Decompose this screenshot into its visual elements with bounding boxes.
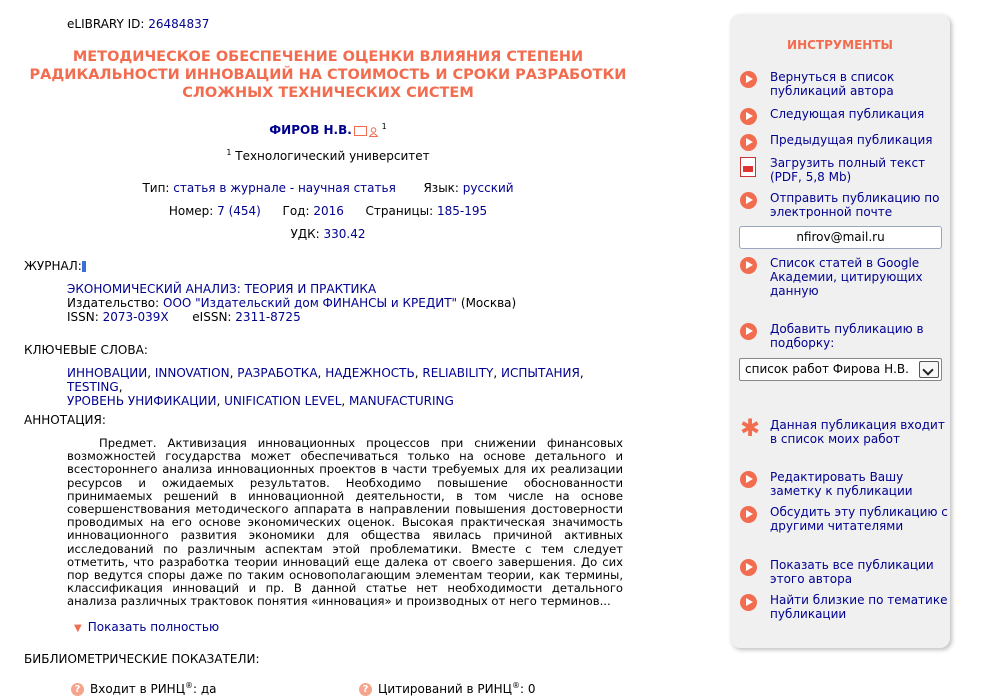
journal-info bbox=[67, 282, 627, 324]
help-icon[interactable]: ? bbox=[359, 683, 372, 696]
number-value[interactable]: 7 (454) bbox=[217, 204, 261, 218]
page-title: МЕТОДИЧЕСКОЕ ОБЕСПЕЧЕНИЕ ОЦЕНКИ ВЛИЯНИЯ СТЕПЕНИ РАДИКАЛЬНОСТИ ИННОВАЦИЙ НА СТОИМОСТЬ И СРОКИ РАЗРАБОТКИ СЛОЖНЫХ ТЕХНИЧЕСКИХ СИСТЕМ bbox=[29, 49, 627, 101]
keyword-link[interactable]: ИСПЫТАНИЯ bbox=[501, 366, 580, 380]
pages-value[interactable]: 185-195 bbox=[437, 204, 488, 218]
collection-select[interactable] bbox=[739, 358, 942, 381]
author-line bbox=[24, 122, 632, 137]
publisher-city: (Москва) bbox=[460, 296, 517, 310]
journal-name-link[interactable]: ЭКОНОМИЧЕСКИЙ АНАЛИЗ: ТЕОРИЯ И ПРАКТИКА bbox=[67, 282, 377, 296]
eissn-label: eISSN: bbox=[192, 310, 232, 324]
citations-value: : 0 bbox=[520, 682, 536, 696]
play-icon bbox=[740, 323, 757, 340]
year-value[interactable]: 2016 bbox=[313, 204, 344, 218]
affiliation-sup: 1 bbox=[226, 148, 232, 157]
discuss-publication-label[interactable]: Обсудить эту публикацию с другими читателями bbox=[770, 505, 948, 533]
chevron-down-icon[interactable] bbox=[919, 361, 939, 378]
play-icon bbox=[740, 134, 757, 151]
biblio-heading: БИБЛИОМЕТРИЧЕСКИЕ ПОКАЗАТЕЛИ: bbox=[24, 652, 260, 666]
elibrary-id-value[interactable]: 26484837 bbox=[148, 17, 210, 31]
keyword-link[interactable]: RELIABILITY bbox=[422, 366, 494, 380]
annotation-text: Предмет. Активизация инновационных процессов при снижении финансовых возможностей государства может обеспечиваться только на основе детального и всестороннего анализа инновационных проектов в части требуемых для их реализации ресурсов и ожидаемых результатов. Необходимо повышение обоснованности принимаемых решений в инновационной деятельности, в том числе на основе совершенствования методического аппарата в направлении повышения достоверности проводимых на его основе экономических оценок. Высокая практическая значимость инновационного развития экономики для общества явилась причиной активных исследований по различным аспектам этой проблематики. Вместе с тем следует отметить, что разработка теории инноваций еще далека от своего завершения. До сих пор ведутся споры даже по таким основополагающим элементам теории, как термины, классификация инноваций и пр. В данной статье нет необходимости детального анализа различных трактовок понятия «инновация» и производных от него терминов... bbox=[67, 436, 623, 609]
keyword-link[interactable]: ИННОВАЦИИ bbox=[67, 366, 148, 380]
type-label: Тип: bbox=[142, 181, 170, 195]
publisher-label: Издательство: bbox=[67, 296, 160, 310]
keywords-list: ИННОВАЦИИ, INNOVATION, РАЗРАБОТКА, НАДЕЖНОСТЬ, RELIABILITY, ИСПЫТАНИЯ, TESTING, УРОВЕНЬ УНИФИКАЦИИ, UNIFICATION LEVEL, MANUFACTURING bbox=[67, 366, 584, 408]
udk-line bbox=[24, 227, 632, 241]
journal-heading-text: ЖУРНАЛ: bbox=[24, 259, 82, 273]
play-icon bbox=[740, 559, 757, 576]
rinc-label: Входит в РИНЦ bbox=[90, 682, 186, 696]
author-link[interactable]: ФИРОВ Н.В. bbox=[269, 123, 352, 137]
keyword-link[interactable]: УРОВЕНЬ УНИФИКАЦИИ bbox=[67, 394, 217, 408]
type-line bbox=[24, 181, 632, 195]
collection-select-value: список работ Фирова Н.В. bbox=[745, 362, 909, 376]
google-scholar-label[interactable]: Список статей в Google Академии, цитирующих данную bbox=[770, 256, 923, 298]
rinc-registered-mark: ® bbox=[185, 681, 194, 690]
year-label: Год: bbox=[282, 204, 310, 218]
back-to-author-list-label[interactable]: Вернуться в список публикаций автора bbox=[770, 70, 895, 98]
text-cursor bbox=[82, 261, 86, 272]
in-my-works-label[interactable]: Данная публикация входит в список моих работ bbox=[770, 418, 945, 446]
keyword-link[interactable]: НАДЕЖНОСТЬ bbox=[325, 366, 415, 380]
annotation-heading: АННОТАЦИЯ: bbox=[24, 413, 106, 427]
show-full-label[interactable]: Показать полностью bbox=[87, 620, 220, 634]
citations-registered-mark: ® bbox=[512, 681, 520, 690]
triangle-down-icon: ▼ bbox=[74, 623, 82, 634]
pdf-icon bbox=[740, 157, 756, 177]
issn-label: ISSN: bbox=[67, 310, 99, 324]
udk-label: УДК: bbox=[290, 227, 320, 241]
play-icon bbox=[740, 192, 757, 209]
next-publication-label[interactable]: Следующая публикация bbox=[770, 107, 925, 121]
elibrary-id-line bbox=[67, 17, 209, 31]
keyword-link[interactable]: UNIFICATION LEVEL bbox=[224, 394, 342, 408]
keyword-link[interactable]: TESTING bbox=[67, 380, 119, 394]
type-value[interactable]: статья в журнале - научная статья bbox=[173, 181, 396, 195]
rinc-value: : да bbox=[193, 682, 217, 696]
tools-sidebar bbox=[730, 14, 950, 648]
pages-label: Страницы: bbox=[365, 204, 434, 218]
elibrary-id-label: eLIBRARY ID: bbox=[67, 17, 145, 31]
citations-indicator bbox=[359, 681, 536, 696]
play-icon bbox=[740, 71, 757, 88]
eissn-value[interactable]: 2311-8725 bbox=[235, 310, 301, 324]
help-icon[interactable]: ? bbox=[71, 683, 84, 696]
annotation-text-block bbox=[67, 437, 623, 609]
author-affiliation-sup: 1 bbox=[381, 122, 387, 131]
language-label: Язык: bbox=[423, 181, 459, 195]
prev-publication-label[interactable]: Предыдущая публикация bbox=[770, 133, 933, 147]
number-label: Номер: bbox=[168, 204, 214, 218]
affiliation-name: Технологический университет bbox=[235, 149, 430, 163]
rinc-indicator bbox=[71, 681, 217, 696]
affiliation-line bbox=[24, 148, 632, 163]
citations-label: Цитирований в РИНЦ bbox=[378, 682, 512, 696]
issn-value[interactable]: 2073-039X bbox=[102, 310, 169, 324]
keyword-link[interactable]: MANUFACTURING bbox=[349, 394, 454, 408]
udk-value[interactable]: 330.42 bbox=[323, 227, 366, 241]
play-icon bbox=[740, 594, 757, 611]
play-icon bbox=[740, 471, 757, 488]
keywords-heading: КЛЮЧЕВЫЕ СЛОВА: bbox=[24, 343, 148, 357]
keyword-link[interactable]: РАЗРАБОТКА bbox=[237, 366, 318, 380]
email-input[interactable]: nfirov@mail.ru bbox=[739, 226, 942, 249]
play-icon bbox=[740, 108, 757, 125]
download-fulltext-label[interactable]: Загрузить полный текст (PDF, 5,8 Mb) bbox=[770, 156, 926, 184]
user-profile-icon[interactable] bbox=[369, 126, 378, 136]
edit-note-label[interactable]: Редактировать Вашу заметку к публикации bbox=[770, 470, 913, 498]
mail-icon[interactable] bbox=[354, 126, 367, 136]
find-similar-label[interactable]: Найти близкие по тематике публикации bbox=[770, 593, 948, 621]
asterisk-icon: ✱ bbox=[740, 414, 761, 442]
issue-line bbox=[24, 204, 632, 218]
show-full-link[interactable] bbox=[74, 620, 219, 634]
send-by-email-label[interactable]: Отправить публикацию по электронной почте bbox=[770, 191, 940, 219]
show-author-publications-label[interactable]: Показать все публикации этого автора bbox=[770, 558, 934, 586]
tools-title: ИНСТРУМЕНТЫ bbox=[787, 38, 893, 52]
add-to-collection-label[interactable]: Добавить публикацию в подборку: bbox=[770, 322, 924, 350]
publisher-link[interactable]: ООО "Издательский дом ФИНАНСЫ и КРЕДИТ" bbox=[163, 296, 458, 310]
journal-heading bbox=[24, 259, 86, 273]
language-value[interactable]: русский bbox=[462, 181, 514, 195]
play-icon bbox=[740, 506, 757, 523]
keyword-link[interactable]: INNOVATION bbox=[154, 366, 230, 380]
play-icon bbox=[740, 257, 757, 274]
